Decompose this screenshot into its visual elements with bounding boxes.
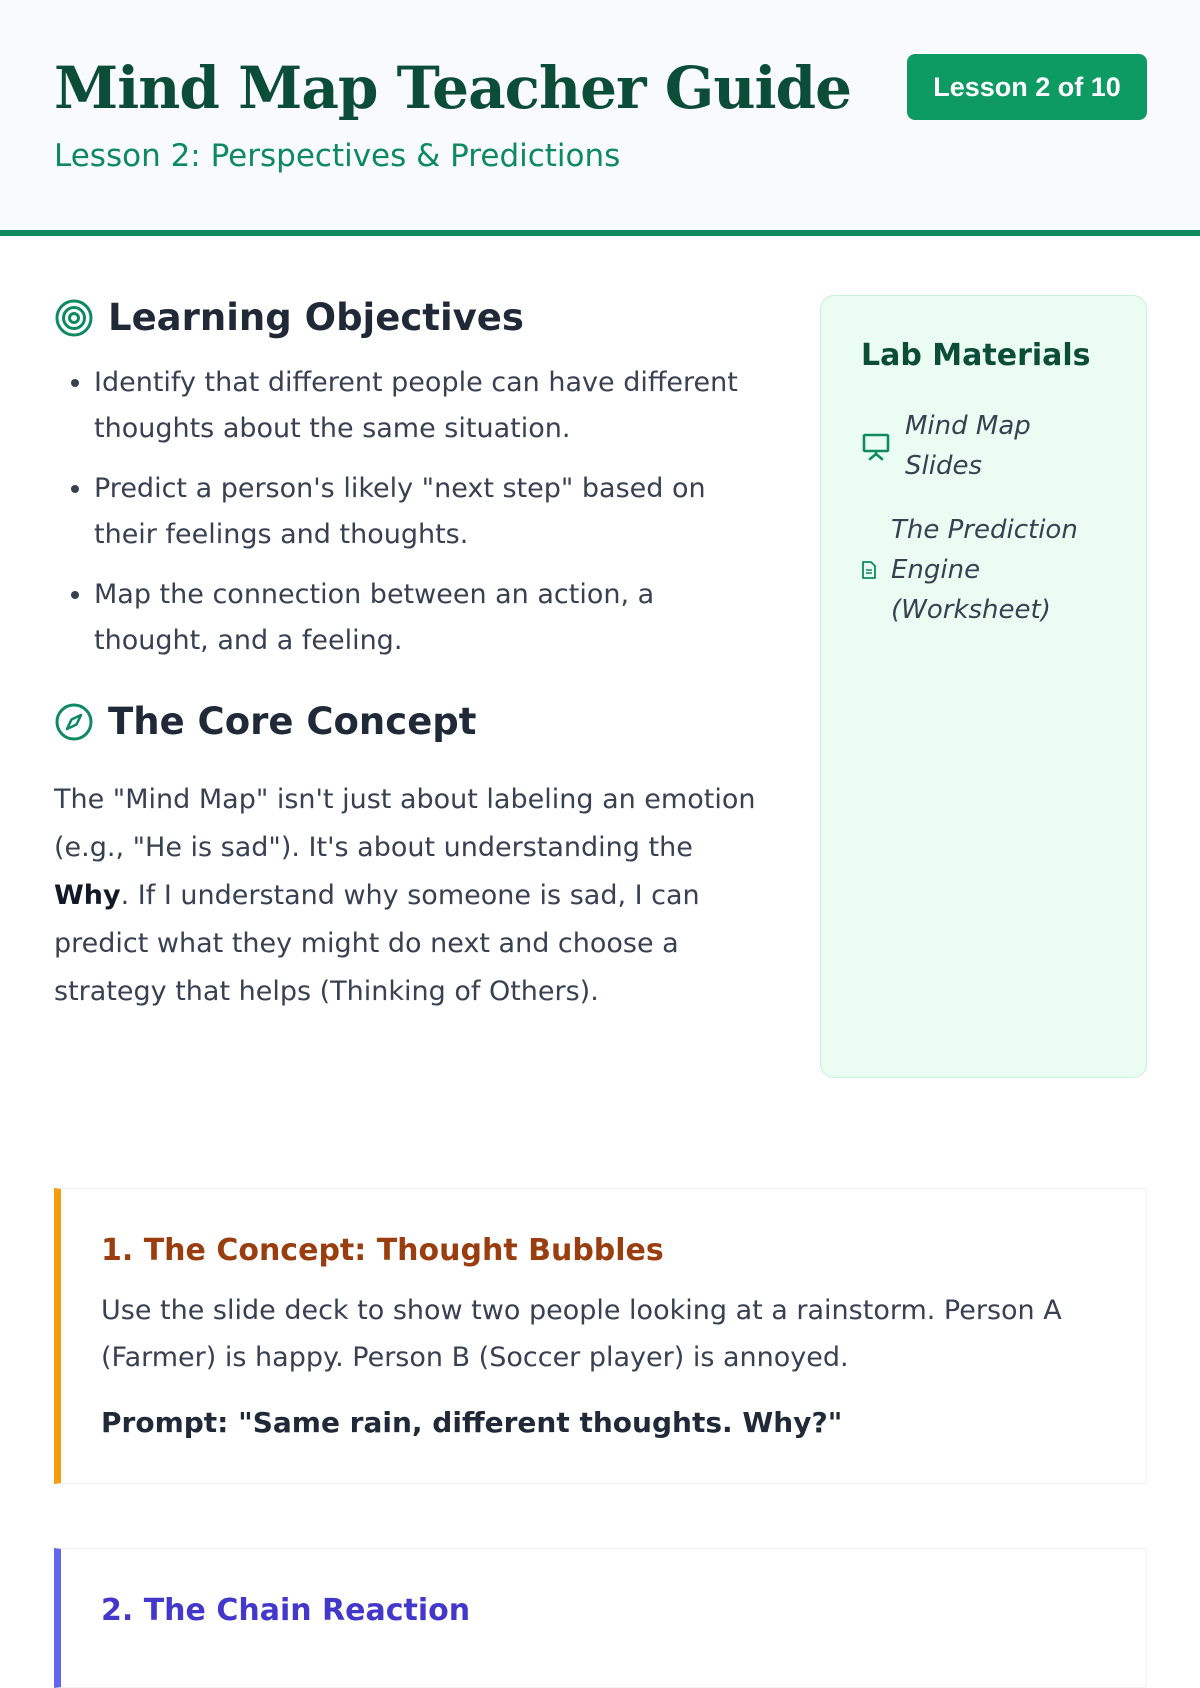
main-content	[54, 290, 774, 1016]
step-body: Use the slide deck to show two people looking at a rainstorm. Person A (Farmer) is happy. Person B (Soccer player) is annoyed.	[101, 1295, 1062, 1373]
concept-text-after: . If I understand why someone is sad, I can predict what they might do next and choose a strategy that helps (Thinking of Others).	[54, 880, 700, 1007]
page-title: Mind Map Teacher Guide	[54, 54, 851, 122]
objectives-list	[54, 360, 774, 664]
step-card	[54, 1548, 1147, 1688]
concept-heading-row	[54, 694, 774, 750]
lesson-badge: Lesson 2 of 10	[907, 54, 1147, 120]
lab-materials-heading: Lab Materials	[861, 338, 1091, 373]
material-label: Mind Map Slides	[905, 411, 1031, 481]
material-item[interactable]	[861, 510, 1106, 630]
step-card	[54, 1188, 1147, 1484]
presentation-icon	[861, 431, 891, 461]
list-item: • Identify that different people can have different thoughts about the same situation.	[94, 360, 774, 452]
step-prompt: Prompt: "Same rain, different thoughts. Why?"	[101, 1406, 843, 1439]
target-icon	[54, 298, 94, 338]
step-title: 1. The Concept: Thought Bubbles	[101, 1233, 664, 1268]
list-item: • Predict a person's likely "next step" based on their feelings and thoughts.	[94, 466, 774, 558]
concept-text-before: The "Mind Map" isn't just about labeling an emotion (e.g., "He is sad"). It's about understanding the	[54, 784, 756, 863]
concept-heading: The Core Concept	[108, 700, 477, 743]
compass-icon	[54, 702, 94, 742]
lab-materials-panel	[820, 295, 1147, 1078]
step-title: 2. The Chain Reaction	[101, 1593, 471, 1628]
page-subtitle: Lesson 2: Perspectives & Predictions	[54, 138, 621, 174]
concept-paragraph	[54, 776, 774, 1016]
concept-emphasis: Why	[54, 880, 121, 911]
objectives-heading-row	[54, 290, 774, 346]
material-item[interactable]	[861, 406, 1106, 486]
page-header	[0, 0, 1200, 236]
list-item: • Map the connection between an action, a thought, and a feeling.	[94, 572, 774, 664]
objectives-heading: Learning Objectives	[108, 296, 524, 339]
material-label: The Prediction Engine (Worksheet)	[891, 515, 1078, 625]
document-icon	[861, 561, 877, 579]
